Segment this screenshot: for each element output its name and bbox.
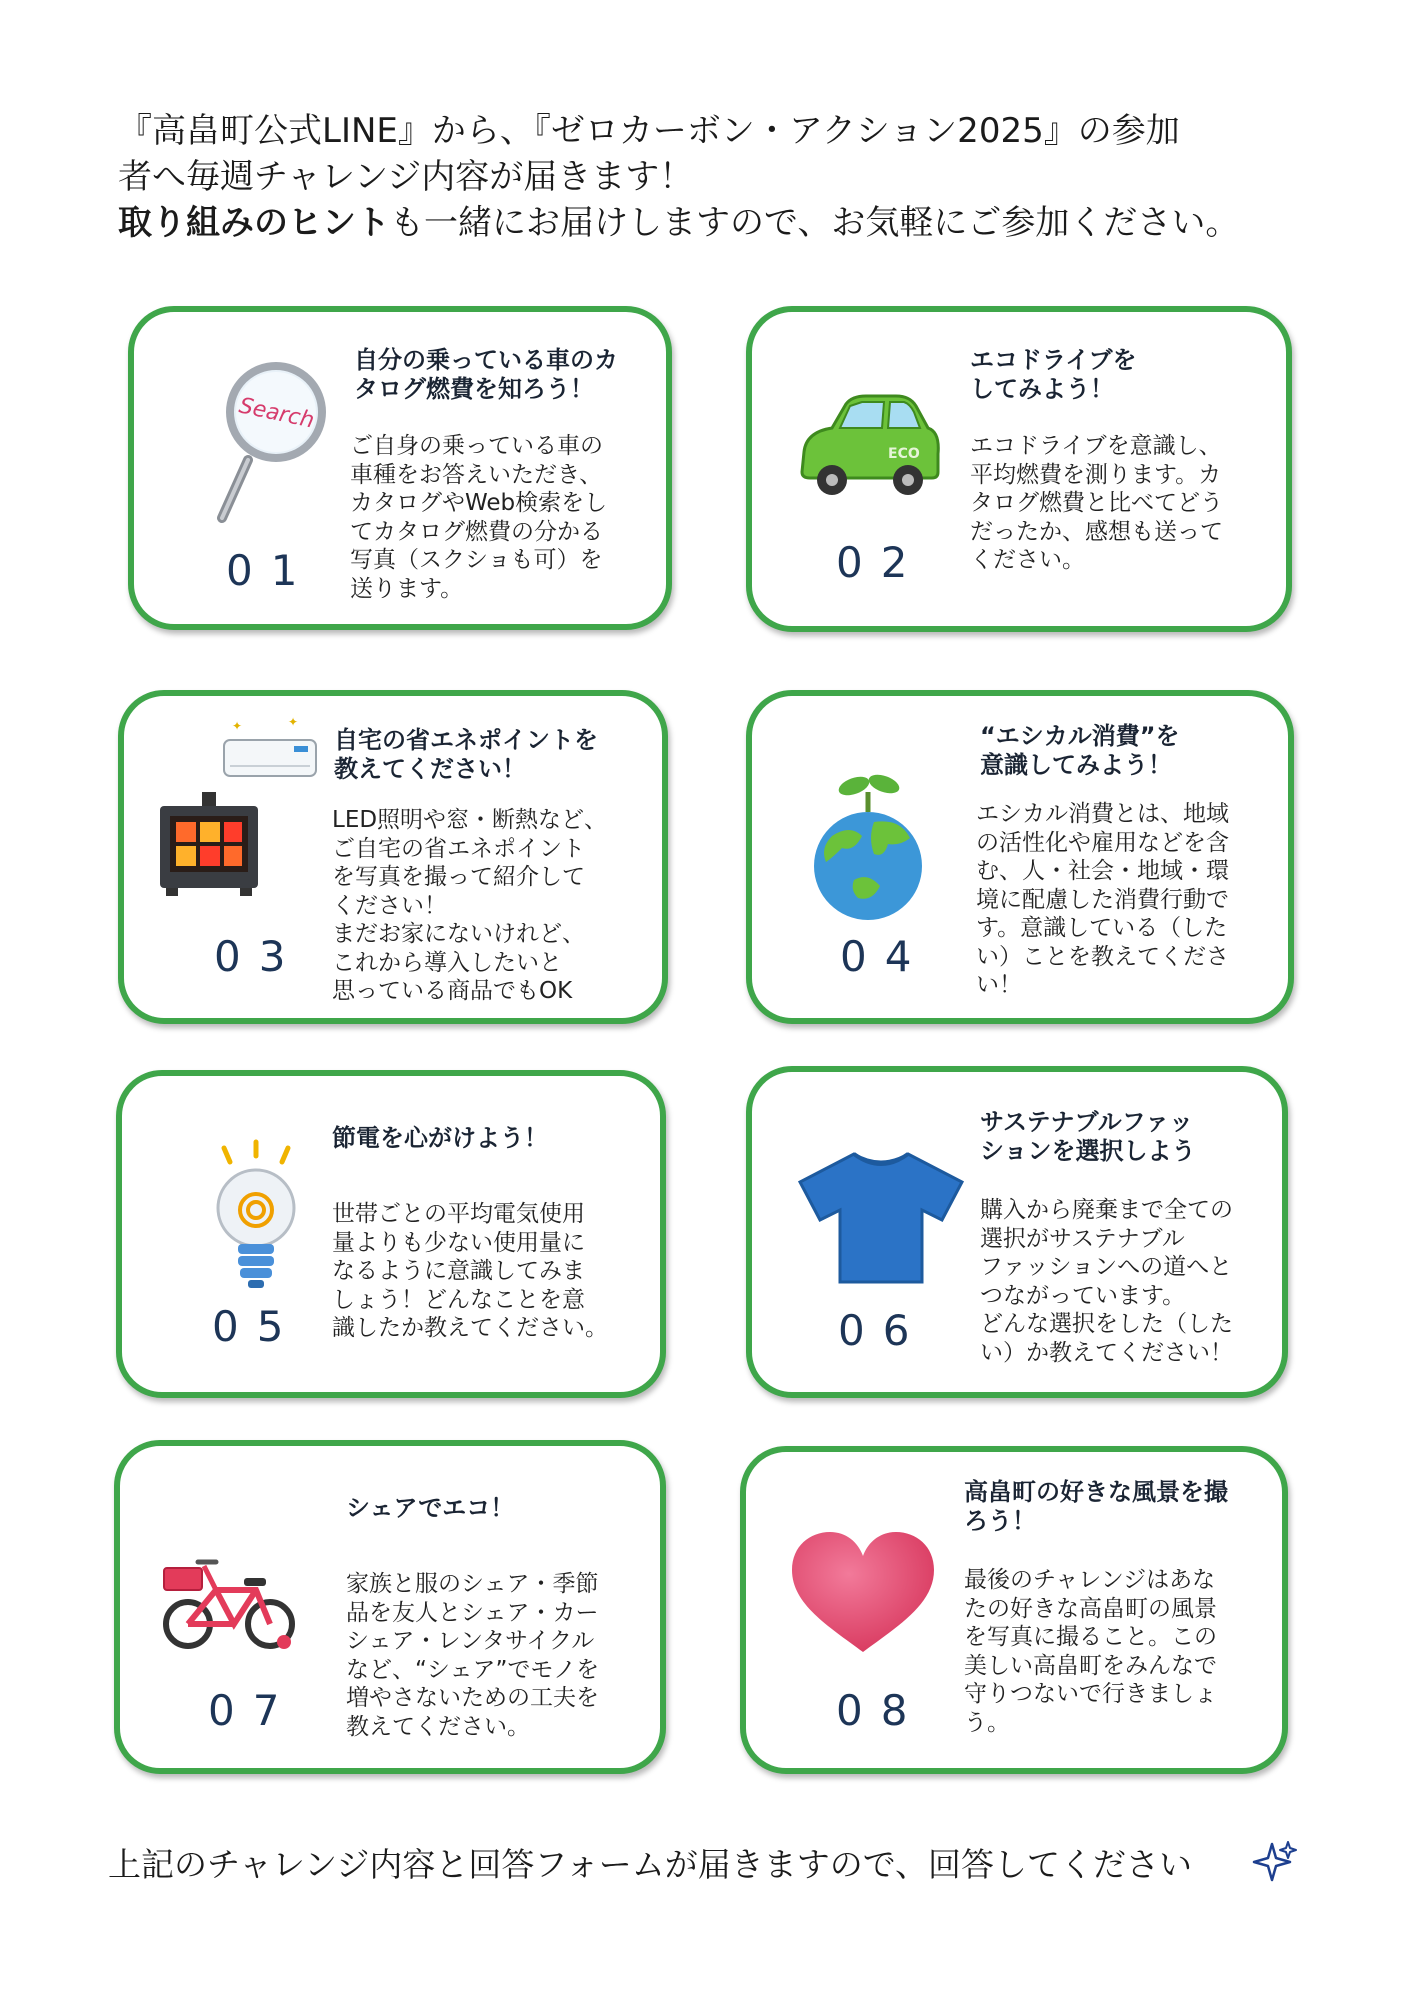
earth-sprout-icon [802, 762, 942, 922]
challenge-body: 購入から廃棄まで全ての 選択がサステナブル ファッションへの道へと つながっています。 どんな選択をした（した い）か教えてください！ [980, 1197, 1233, 1366]
challenge-number: 04 [840, 932, 930, 981]
magnifier-search-icon [208, 360, 338, 530]
bicycle-icon [160, 1546, 300, 1656]
eco-car-icon [792, 392, 942, 502]
challenge-title: 自宅の省エネポイントを 教えてください！ [334, 726, 598, 783]
challenge-number: 06 [838, 1306, 928, 1355]
challenge-title: 高畠町の好きな風景を撮 ろう！ [964, 1478, 1228, 1535]
t-shirt-icon [796, 1148, 966, 1288]
svg-text:✦: ✦ [288, 715, 299, 729]
challenge-title: シェアでエコ！ [346, 1494, 515, 1522]
heart-icon [788, 1530, 938, 1660]
challenge-title: サステナブルファッ ションを選択しよう [980, 1108, 1196, 1165]
challenge-title: エコドライブを してみよう！ [970, 346, 1137, 403]
sparkle-icon [1252, 1840, 1298, 1886]
challenge-card-01 [128, 306, 672, 630]
challenge-number: 07 [208, 1686, 298, 1735]
intro-line-2: 者へ毎週チャレンジ内容が届きます！ [118, 157, 694, 197]
light-bulb-icon [202, 1138, 312, 1308]
eco-car-text: ECO [888, 446, 920, 462]
challenge-card-07 [114, 1440, 666, 1774]
intro-line-3-rest: も一緒にお届けしますので、お気軽にご参加ください。 [390, 203, 1240, 243]
challenge-card-08 [740, 1446, 1288, 1774]
challenge-title: “エシカル消費”を 意識してみよう！ [980, 722, 1180, 779]
challenge-number: 03 [214, 932, 304, 981]
air-conditioner-stove-icon [152, 710, 322, 900]
challenge-body: エシカル消費とは、地域 の活性化や雇用などを含 む、人・社会・地域・環 境に配慮した消費行動で す。意識している（した い）ことを教えてくださ い！ [976, 801, 1229, 998]
challenge-title: 節電を心がけよう！ [332, 1124, 548, 1152]
challenge-title: 自分の乗っている車のカ タログ燃費を知ろう！ [354, 346, 618, 403]
challenge-body: 世帯ごとの平均電気使用 量よりも少ない使用量に なるように意識してみま しょう！どんなことを意 識したか教えてください。 [332, 1201, 608, 1341]
challenge-number: 05 [212, 1302, 302, 1351]
challenge-card-06 [746, 1066, 1288, 1398]
challenge-body: LED照明や窓・断熱など、 ご自宅の省エネポイント を写真を撮って紹介して ください！ まだお家にないけれど、 これから導入したいと 思っている商品でもOK [332, 807, 608, 1004]
challenge-number: 01 [226, 546, 316, 595]
footer-message: 上記のチャレンジ内容と回答フォームが届きますので、回答してください [108, 1845, 1193, 1884]
intro-hint-bold: 取り組みのヒント [118, 203, 390, 243]
challenge-number: 08 [836, 1686, 926, 1735]
intro [118, 108, 1348, 246]
challenge-card-03 [118, 690, 668, 1024]
challenge-body: 家族と服のシェア・季節 品を友人とシェア・カー シェア・レンタサイクル など、“シェア”でモノを 増やさないための工夫を 教えてください。 [346, 1571, 600, 1740]
svg-text:✦: ✦ [232, 719, 243, 733]
challenge-card-02 [746, 306, 1292, 632]
challenge-number: 02 [836, 538, 926, 587]
intro-line-1: 『高畠町公式LINE』から、『ゼロカーボン・アクション2025』の参加 [118, 111, 1180, 151]
search-icon-text: Search [236, 393, 317, 434]
challenge-card-04 [746, 690, 1294, 1024]
intro-line-3 [118, 200, 1348, 246]
challenge-card-05 [116, 1070, 666, 1398]
challenge-body: 最後のチャレンジはあな たの好きな高畠町の風景 を写真に撮ること。この 美しい高畠町をみんなで 守りつないで行きましょ う。 [964, 1567, 1217, 1736]
challenge-body: エコドライブを意識し、 平均燃費を測ります。カ タログ燃費と比べてどう だったか、感想も送って ください。 [970, 433, 1223, 573]
challenge-body: ご自身の乗っている車の 車種をお答えいただき、 カタログやWeb検索をし てカタログ燃費の分かる 写真（スクショも可）を 送ります。 [350, 433, 608, 602]
